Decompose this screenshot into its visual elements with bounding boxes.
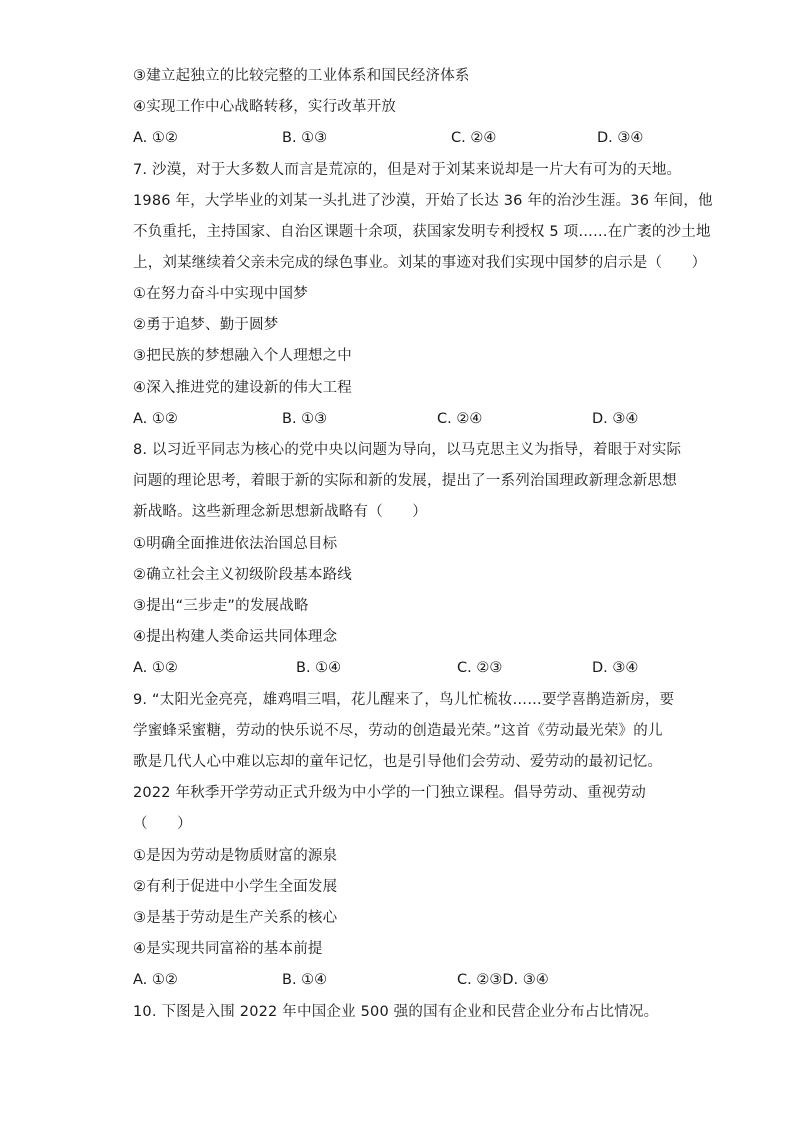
q7-stem-line: 7. 沙漠，对于大多数人而言是荒凉的，但是对于刘某来说却是一片大有可为的天地。 — [133, 162, 682, 178]
q6-option-b: B. ①③ — [282, 130, 328, 146]
q8-item-4: ④提出构建人类命运共同体理念 — [133, 629, 338, 645]
q10-stem: 10. 下图是入围 2022 年中国企业 500 强的国有企业和民营企业分布占比情况。 — [133, 1004, 659, 1020]
q9-stem-line: 学蜜蜂采蜜糖，劳动的快乐说不尽，劳动的创造最光荣。”这首《劳动最光荣》的儿 — [133, 723, 663, 739]
q7-item-2: ②勇于追梦、勤于圆梦 — [133, 317, 279, 333]
q7-option-d: D. ③④ — [592, 411, 639, 427]
q7-stem-line: 不负重托，主持国家、自治区课题十余项，获国家发明专利授权 5 项……在广袤的沙土地 — [133, 224, 711, 240]
q8-option-d: D. ③④ — [592, 660, 639, 676]
q9-option-cd: C. ②③D. ③④ — [457, 972, 549, 988]
q8-option-c: C. ②③ — [457, 660, 503, 676]
q7-item-4: ④深入推进党的建设新的伟大工程 — [133, 380, 352, 396]
q9-item-3: ③是基于劳动是生产关系的核心 — [133, 910, 338, 926]
q6-item-4: ④实现工作中心战略转移，实行改革开放 — [133, 99, 397, 115]
q8-item-1: ①明确全面推进依法治国总目标 — [133, 536, 338, 552]
q9-option-b: B. ①④ — [282, 972, 328, 988]
q8-stem-line: 8. 以习近平同志为核心的党中央以问题为导向，以马克思主义为指导，着眼于对实际 — [133, 442, 682, 458]
q9-option-a: A. ①② — [133, 972, 178, 988]
q6-option-a: A. ①② — [133, 130, 178, 146]
q7-item-1: ①在努力奋斗中实现中国梦 — [133, 286, 308, 302]
q9-item-1: ①是因为劳动是物质财富的源泉 — [133, 848, 338, 864]
q8-item-3: ③提出“三步走”的发展战略 — [133, 598, 309, 614]
q9-stem-line: 2022 年秋季开学劳动正式升级为中小学的一门独立课程。倡导劳动、重视劳动 — [133, 785, 646, 801]
q9-item-2: ②有利于促进中小学生全面发展 — [133, 879, 338, 895]
q9-answer-bracket: （ ） — [133, 816, 192, 832]
q9-item-4: ④是实现共同富裕的基本前提 — [133, 941, 323, 957]
q8-stem-line: 新战略。这些新理念新思想新战略有（ ） — [133, 504, 427, 520]
q7-stem-line: 上，刘某继续着父亲未完成的绿色事业。刘某的事迹对我们实现中国梦的启示是（ ） — [133, 255, 707, 271]
q9-stem-line: 9. “太阳光金亮亮，雄鸡唱三唱，花儿醒来了，鸟儿忙梳妆……要学喜鹊造新房，要 — [133, 692, 675, 708]
q8-item-2: ②确立社会主义初级阶段基本路线 — [133, 567, 352, 583]
q6-item-3: ③建立起独立的比较完整的工业体系和国民经济体系 — [133, 68, 470, 84]
q8-option-b: B. ①④ — [296, 660, 342, 676]
q7-stem-line: 1986 年，大学毕业的刘某一头扎进了沙漠，开始了长达 36 年的治沙生涯。36 年间，他 — [133, 193, 713, 209]
q8-option-a: A. ①② — [133, 660, 178, 676]
q7-item-3: ③把民族的梦想融入个人理想之中 — [133, 348, 352, 364]
q9-stem-line: 歌是几代人心中难以忘却的童年记忆，也是引导他们会劳动、爱劳动的最初记忆。 — [133, 754, 663, 770]
q8-stem-line: 问题的理论思考，着眼于新的实际和新的发展，提出了一系列治国理政新理念新思想 — [133, 473, 677, 489]
q6-option-d: D. ③④ — [597, 130, 644, 146]
q7-option-b: B. ①③ — [282, 411, 328, 427]
q7-option-a: A. ①② — [133, 411, 178, 427]
q7-option-c: C. ②④ — [437, 411, 483, 427]
q6-option-c: C. ②④ — [451, 130, 497, 146]
